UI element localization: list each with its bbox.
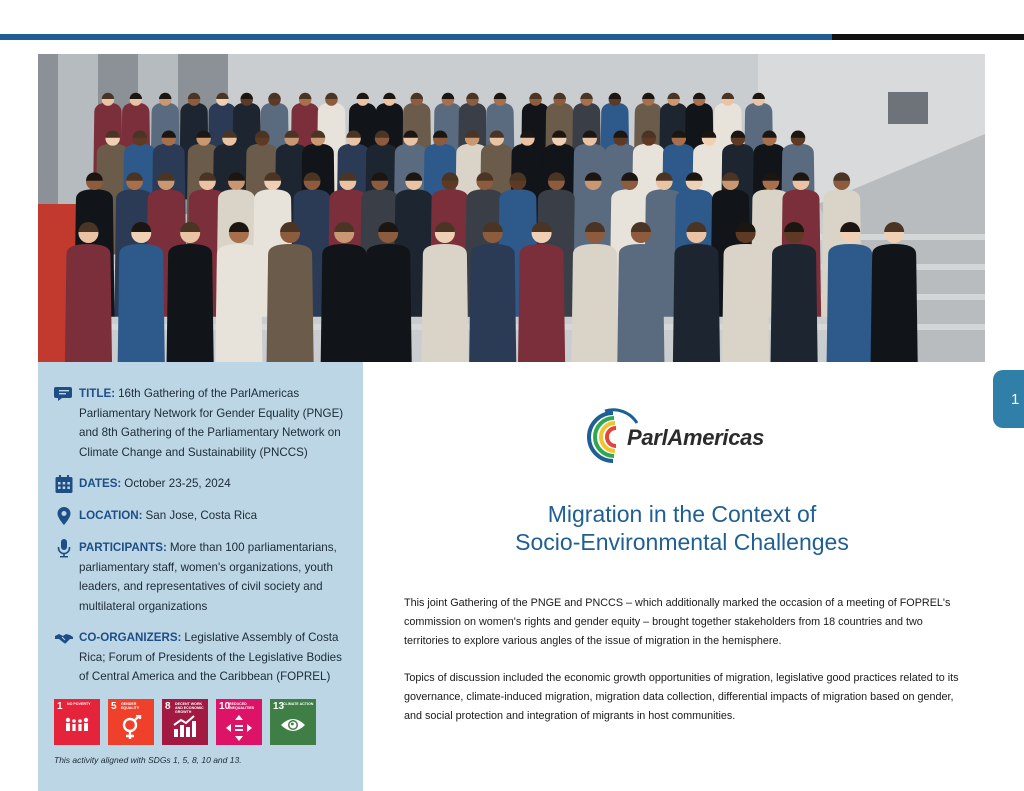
location-label: LOCATION: — [79, 509, 143, 522]
calendar-icon — [54, 474, 74, 494]
participants-value: More than 100 parliamentarians, parliamentary staff, women's organizations, youth leaders, and representatives of civil society and multilateral organizations — [79, 541, 337, 613]
crowd-person-body — [320, 244, 368, 362]
main-title-line-1: Migration in the Context of — [547, 501, 817, 527]
parlamericas-logo — [583, 407, 793, 469]
crowd-person-body — [364, 244, 412, 362]
summary-paragraph-1: This joint Gathering of the PNGE and PNCCS – which additionally marked the occasion of a meeting of FOPREL's commission on women's rights and gender equity – brought together stakeholders from 18 countries and two territories to explore various angles of the issue of migration in the hemisphere. — [404, 597, 951, 648]
crowd-person-body — [870, 244, 918, 362]
location-pin-icon — [54, 506, 74, 526]
location-value: San Jose, Costa Rica — [145, 509, 258, 522]
sdg-8-icon: 8 DECENT WORK AND ECONOMIC GROWTH — [162, 699, 208, 745]
info-coorganizers — [54, 628, 349, 687]
page-number-tab — [993, 370, 1024, 428]
handshake-icon — [54, 628, 74, 648]
sdg-note: This activity aligned with SDGs 1, 5, 8, 10 and 13. — [54, 754, 242, 765]
crowd-person-body — [617, 244, 665, 362]
crowd-person-body — [166, 244, 214, 362]
title-value: 16th Gathering of the ParlAmericas Parliamentary Network for Gender Equality (PNGE) and 8th Gathering of the Parliamentary Network on Climate Change and Sustainability (PNCCS) — [79, 387, 344, 459]
info-dates — [54, 474, 349, 494]
sdg-5-icon: 5 GENDER EQUALITY — [108, 699, 154, 745]
sdg-13-icon: 13 CLIMATE ACTION — [270, 699, 316, 745]
microphone-icon — [54, 538, 74, 558]
page-number: 1 — [1011, 390, 1020, 408]
top-rule — [0, 34, 1024, 40]
info-title — [54, 384, 349, 462]
crowd-person-body — [826, 244, 874, 362]
crowd-person-body — [722, 244, 770, 362]
title-label: TITLE: — [79, 387, 116, 400]
summary-paragraph-2: Topics of discussion included the economic growth opportunities of migration, legislative good practices related to its governance, climate-induced migration, migration data collection, differential impacts of migration based on gender, and social protection and integration of migrants in host communities. — [404, 672, 959, 723]
crowd-person-body — [469, 244, 517, 362]
coorganizers-value: Legislative Assembly of Costa Rica; Forum of Presidents of the Legislative Bodies of Central America and the Caribbean (FOPREL) — [79, 631, 342, 683]
info-location — [54, 506, 349, 526]
sdg-1-icon: 1 NO POVERTY — [54, 699, 100, 745]
group-photo — [38, 54, 985, 362]
group-photo-illustration — [38, 54, 985, 362]
dates-value: October 23-25, 2024 — [124, 477, 231, 490]
crowd-person-body — [672, 244, 720, 362]
crowd-person-body — [215, 244, 263, 362]
dates-label: DATES: — [79, 477, 122, 490]
sdg-icons — [54, 699, 349, 745]
participants-label: PARTICIPANTS: — [79, 541, 167, 554]
crowd-person-body — [571, 244, 619, 362]
crowd-person-body — [64, 244, 112, 362]
crowd-person-body — [421, 244, 469, 362]
top-rule-dark — [832, 34, 1024, 40]
crowd-person-body — [266, 244, 314, 362]
crowd-person-body — [117, 244, 165, 362]
crowd-person-body — [770, 244, 818, 362]
crowd-person-body — [518, 244, 566, 362]
chat-icon — [54, 384, 74, 404]
main-title-line-2: Socio-Environmental Challenges — [515, 529, 849, 555]
top-rule-blue — [0, 34, 832, 40]
info-participants — [54, 538, 349, 616]
logo-text: ParlAmericas — [627, 425, 765, 450]
coorganizers-label: CO-ORGANIZERS: — [79, 631, 182, 644]
event-info-panel — [38, 362, 363, 791]
sdg-10-icon: 10 REDUCED INEQUALITIES — [216, 699, 262, 745]
main-title — [404, 500, 960, 556]
